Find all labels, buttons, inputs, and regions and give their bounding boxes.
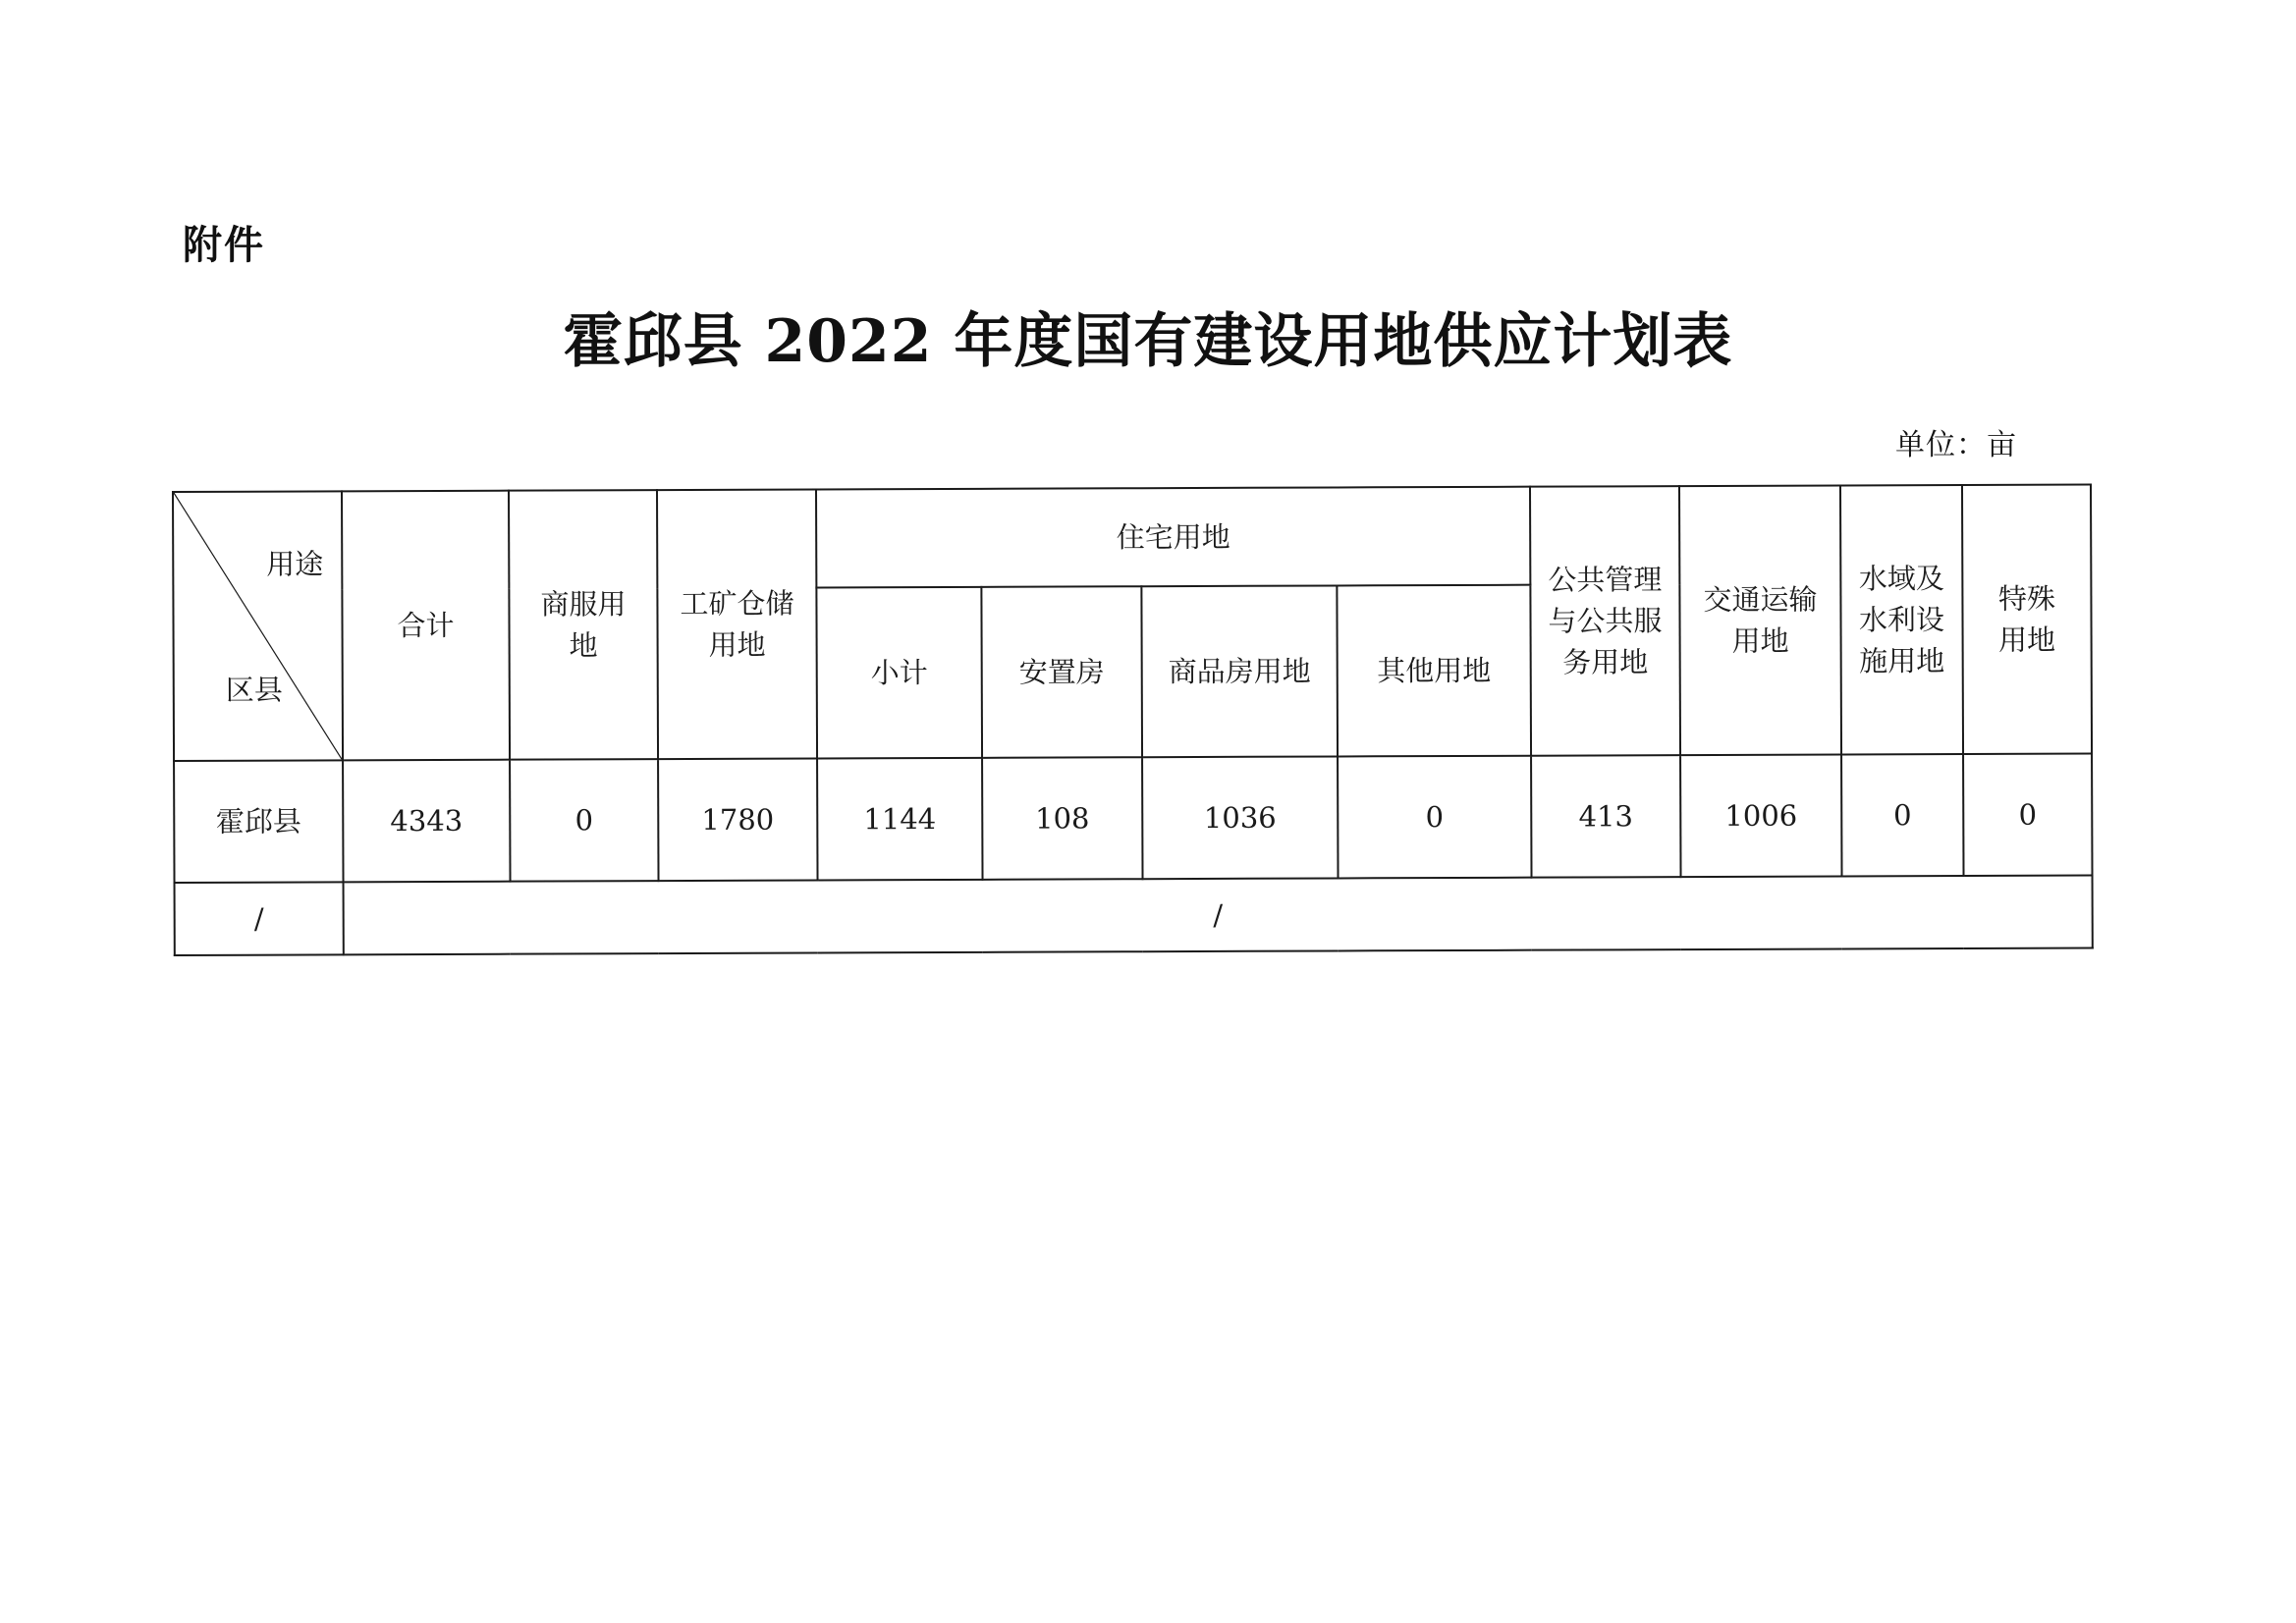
table-row [174,753,2092,882]
remark-row [175,875,2093,954]
cell-public-service: 413 [1531,755,1680,878]
remark-right-cell: / [344,875,2093,954]
supply-plan-table-wrap [172,484,2092,954]
cell-res-subtotal: 1144 [817,758,982,881]
corner-header-cell [173,491,343,761]
cell-water: 0 [1841,754,1963,876]
supply-plan-table [172,483,2094,956]
cell-res-commodity: 1036 [1142,756,1338,879]
cell-commercial: 0 [510,759,658,882]
header-res-subtotal: 小计 [816,587,982,759]
header-residential: 住宅用地 [816,487,1530,588]
header-industrial: 工矿仓储 用地 [657,489,817,759]
header-special: 特殊 用地 [1962,484,2092,754]
cell-res-other: 0 [1338,756,1531,879]
header-water: 水域及 水利设 施用地 [1840,485,1963,754]
header-res-other: 其他用地 [1337,585,1531,757]
unit-label: 单位：亩 [1895,428,2017,462]
cell-industrial: 1780 [658,758,817,881]
corner-usage-label: 用途 [266,547,324,581]
header-res-resettlement: 安置房 [981,586,1142,758]
header-commercial: 商服用 地 [509,490,658,760]
corner-county-label: 区县 [225,673,283,707]
diagonal-line [174,492,342,760]
document-title: 霍邱县 2022 年度国有建设用地供应计划表 [563,307,1733,376]
cell-county: 霍邱县 [174,760,343,883]
cell-res-resettlement: 108 [982,757,1142,880]
attachment-label: 附件 [183,223,265,268]
header-transport: 交通运输 用地 [1679,485,1841,755]
remark-left-cell: / [175,882,344,955]
header-total: 合计 [342,491,510,761]
cell-transport: 1006 [1680,754,1841,877]
cell-total: 4343 [343,760,510,883]
cell-special: 0 [1963,753,2092,876]
header-public-service: 公共管理 与公共服 务用地 [1530,486,1680,756]
header-res-commodity: 商品房用地 [1141,585,1338,757]
